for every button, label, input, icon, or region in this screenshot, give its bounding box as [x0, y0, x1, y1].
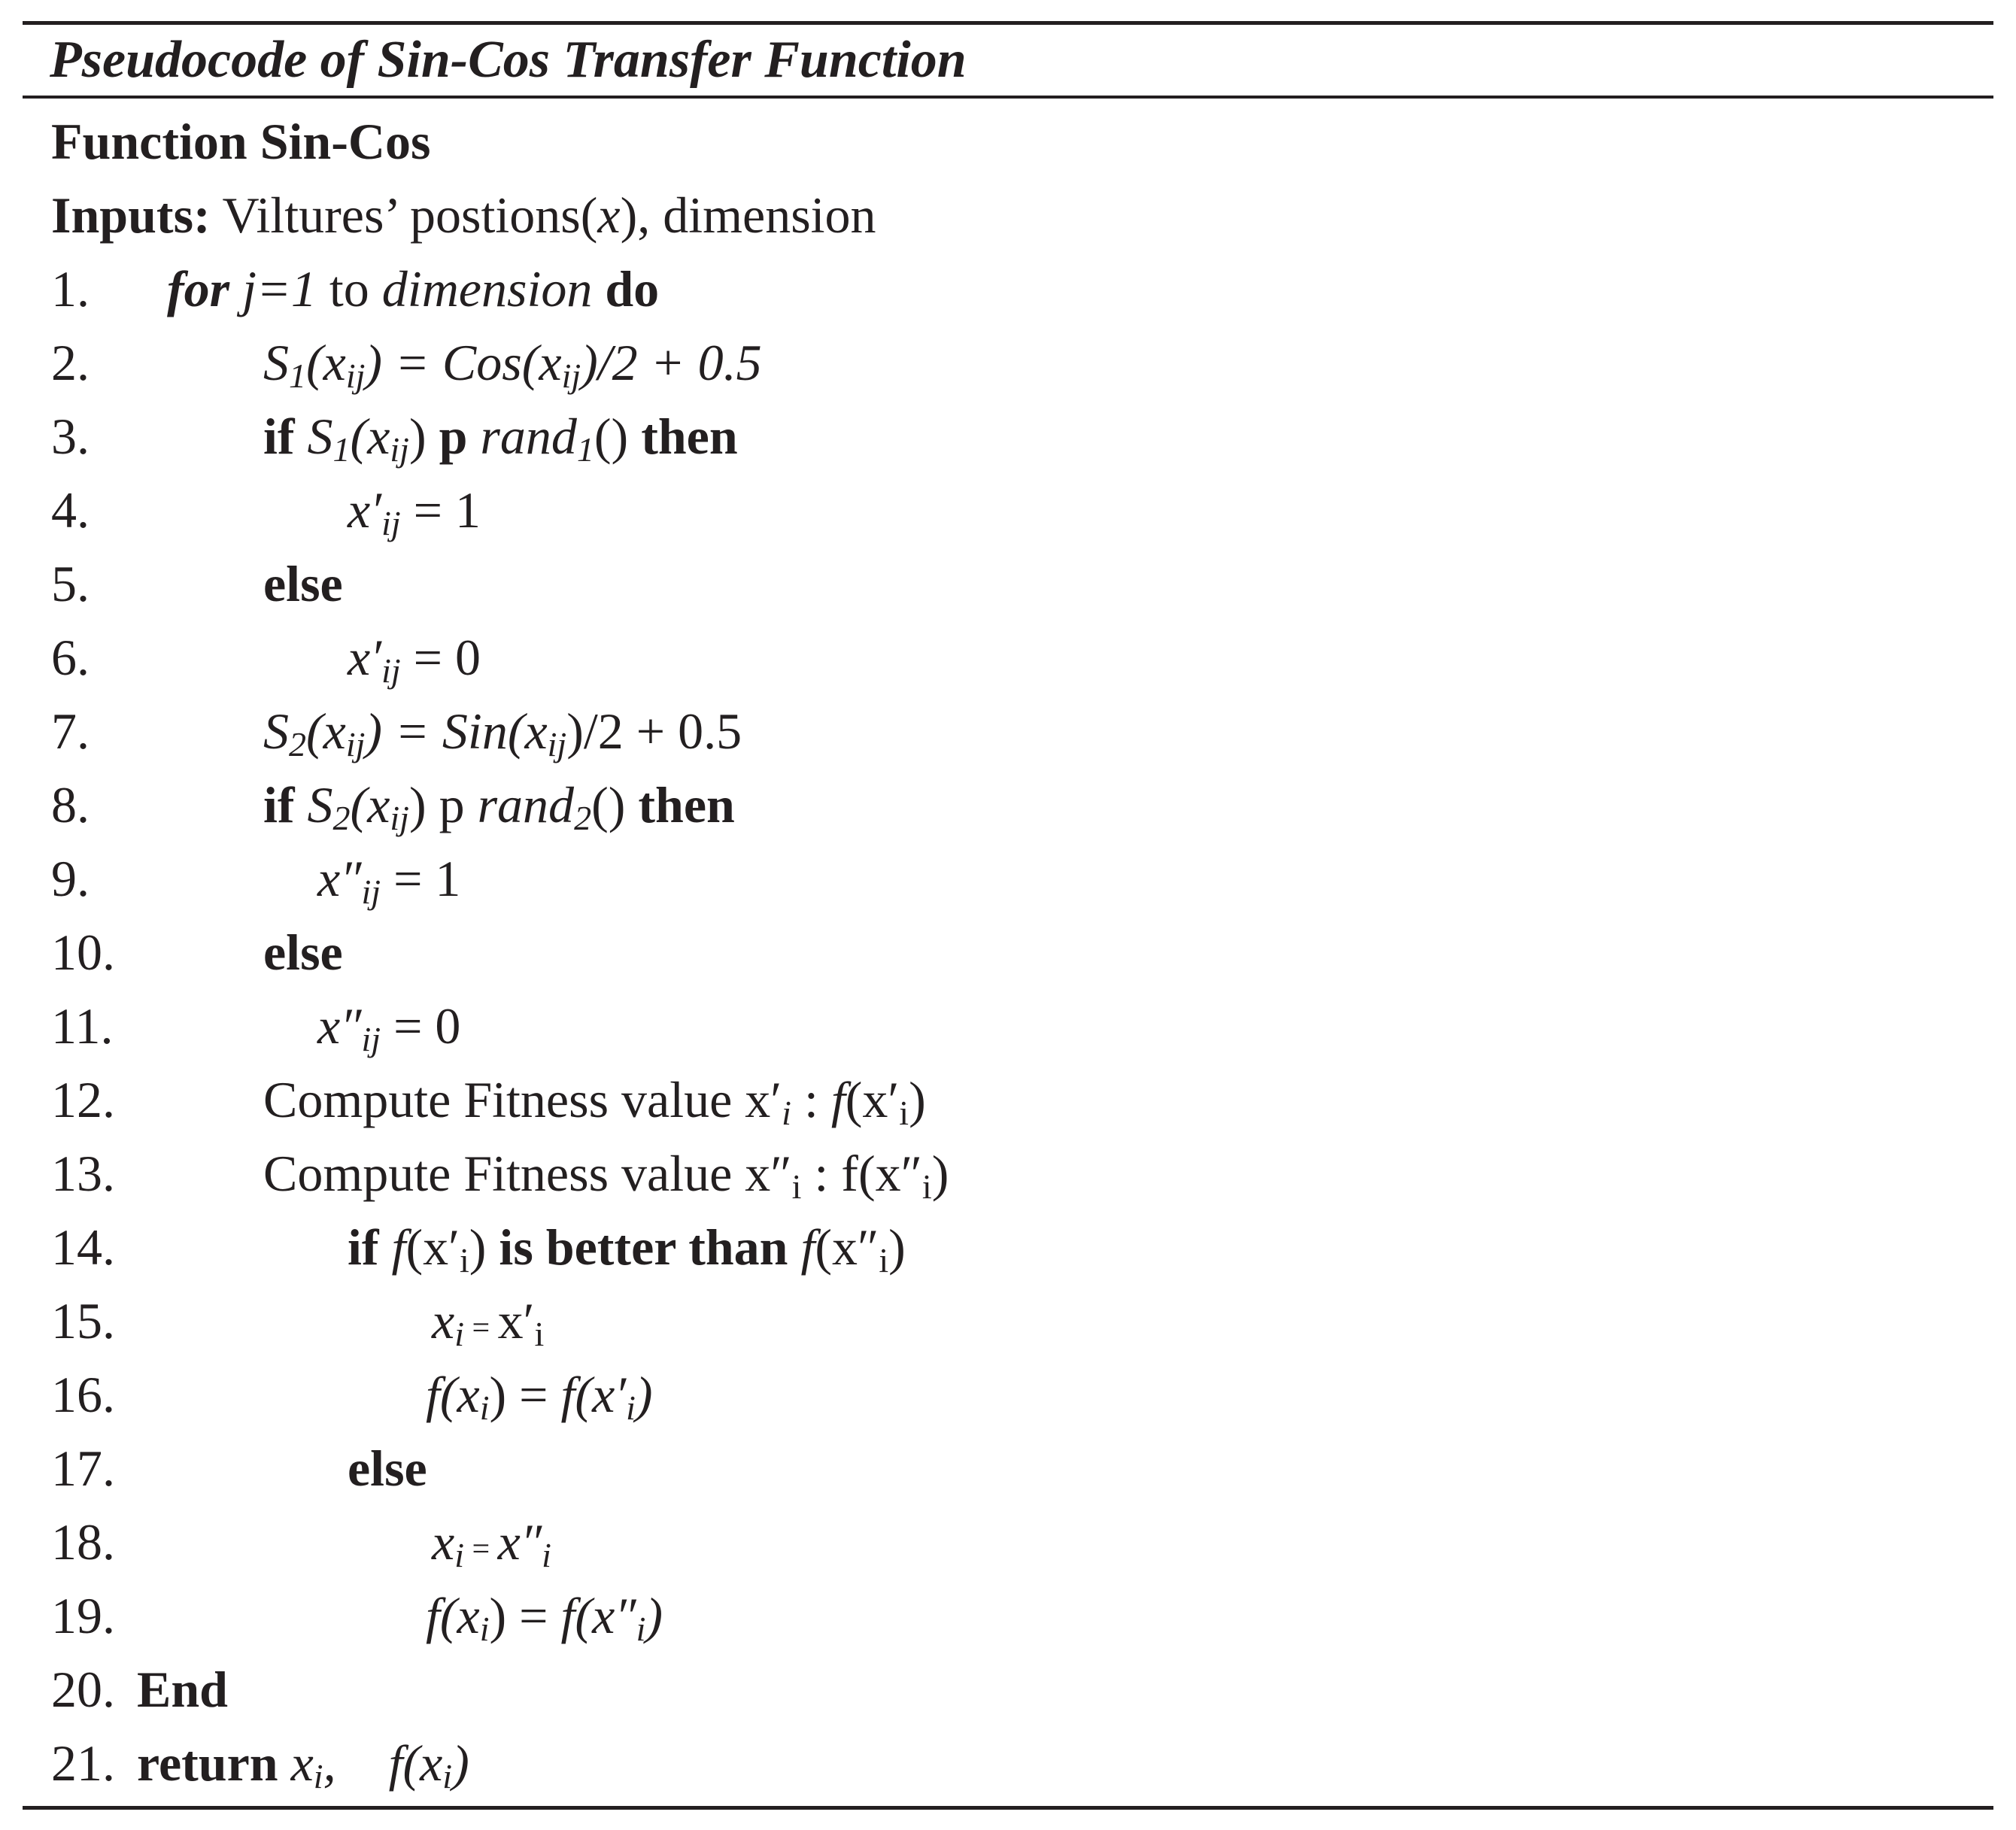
line-content: x″ij = 0	[317, 997, 461, 1058]
top-rule	[23, 21, 1993, 25]
line-content: for j=1 to dimension do	[167, 260, 660, 317]
line-number: 11.	[51, 997, 114, 1055]
line-content: else	[263, 924, 343, 981]
line-number: 7.	[51, 703, 90, 760]
line-number: 16.	[51, 1366, 115, 1423]
line-number: 3.	[51, 408, 90, 465]
pseudocode-title: Pseudocode of Sin-Cos Transfer Function	[50, 31, 967, 89]
line-number: 8.	[51, 776, 90, 833]
line-content: Compute Fitness value x′i : f(x′i)	[263, 1071, 926, 1132]
line-number: 14.	[51, 1218, 115, 1276]
line-number: 9.	[51, 850, 90, 907]
line-number: 10.	[51, 924, 115, 981]
line-number: 18.	[51, 1513, 115, 1571]
line-number: 21.	[51, 1734, 115, 1792]
function-name: Function Sin-Cos	[51, 113, 431, 170]
line-content: if S1(xij) p rand1() then	[263, 408, 738, 469]
bottom-rule	[23, 1806, 1993, 1810]
header-rule	[23, 96, 1993, 99]
line-content: if S2(xij) p rand2() then	[263, 776, 735, 837]
line-number: 17.	[51, 1440, 115, 1497]
line-content: else	[263, 555, 343, 612]
line-number: 2.	[51, 334, 90, 391]
line-content: S1(xij) = Cos(xij)/2 + 0.5	[263, 334, 762, 395]
line-number: 13.	[51, 1145, 115, 1202]
line-content: x′ij = 1	[348, 481, 481, 542]
line-content: if f(x′i) is better than f(x″i)	[348, 1218, 906, 1279]
line-content: Compute Fitness value x″i : f(x″i)	[263, 1145, 949, 1206]
line-number: 20.	[51, 1661, 115, 1718]
line-number: 4.	[51, 481, 90, 539]
line-content: xi = x″i	[432, 1513, 551, 1574]
line-number: 6.	[51, 629, 90, 686]
line-number: 12.	[51, 1071, 115, 1128]
line-content: f(xi) = f(x″i)	[426, 1587, 663, 1648]
line-content: S2(xij) = Sin(xij)/2 + 0.5	[263, 703, 742, 763]
line-content: x″ij = 1	[317, 850, 461, 911]
inputs-label: Inputs:	[51, 187, 211, 244]
line-content: x′ij = 0	[348, 629, 481, 690]
line-number: 19.	[51, 1587, 115, 1644]
line-number: 5.	[51, 555, 90, 612]
line-content: End	[137, 1661, 228, 1718]
line-content: else	[348, 1440, 427, 1497]
line-content: xi = x′i	[432, 1292, 545, 1353]
line-number: 15.	[51, 1292, 115, 1349]
line-content: f(xi) = f(x′i)	[426, 1366, 653, 1427]
line-number: 1.	[51, 260, 90, 317]
line-content: return xi, f(xi)	[137, 1734, 469, 1795]
inputs-text: Inputs: Viltures’ postions(x), dimension	[51, 187, 876, 244]
